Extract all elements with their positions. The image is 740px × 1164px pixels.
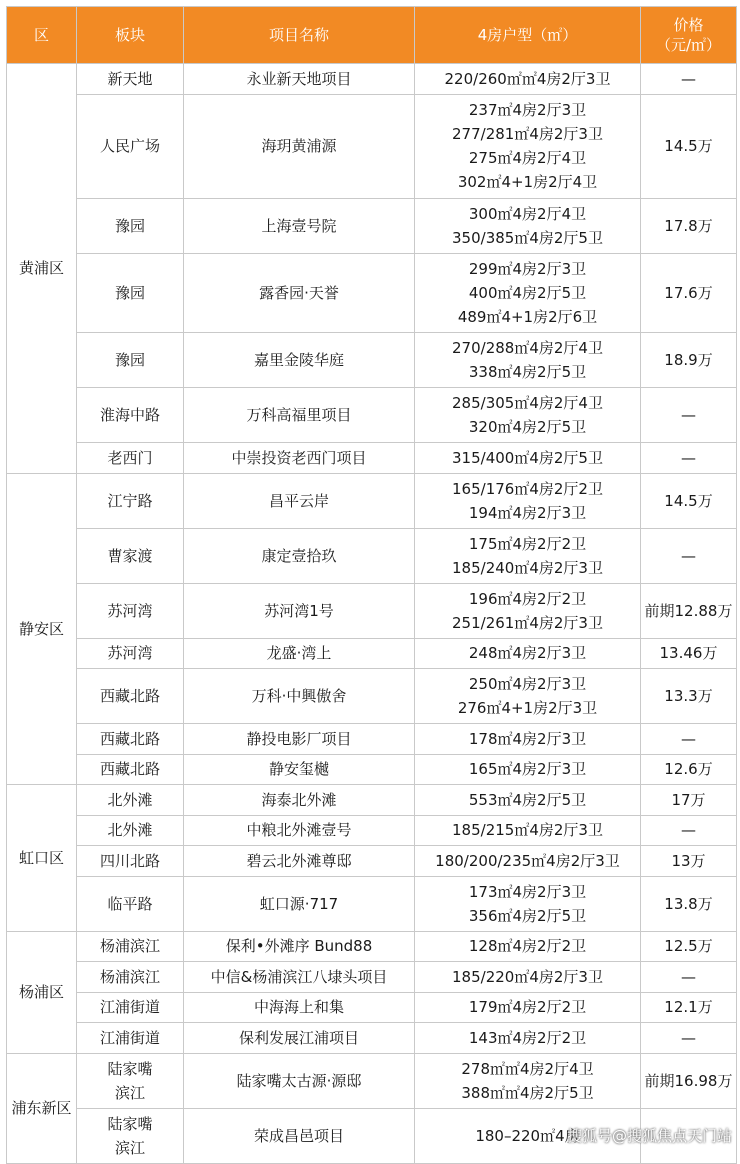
layout-line: 315/400㎡4房2厅5卫 (452, 448, 603, 467)
block-line: 滨江 (114, 1138, 145, 1157)
layout-line: 320㎡4房2厅5卫 (468, 418, 587, 436)
layout-line: 185/240㎡4房2厅3卫 (452, 558, 603, 577)
layout-line: 128㎡4房2厅2卫 (468, 937, 587, 956)
block-line: 江浦街道 (99, 1028, 160, 1047)
block-line: 豫园 (114, 351, 145, 369)
layout-line: 178㎡4房2厅3卫 (468, 729, 587, 748)
header-price (641, 7, 737, 64)
block-cell (77, 754, 184, 785)
layout-line: 250㎡4房2厅3卫 (468, 675, 587, 693)
block-cell (77, 388, 184, 443)
house-table (6, 6, 737, 1164)
table-row (7, 473, 737, 528)
layout-line: 276㎡4+1房2厅3卫 (457, 699, 598, 717)
table-row (7, 785, 737, 816)
header-layout: 4房户型（㎡） (415, 7, 641, 64)
price-cell: 13.46万 (641, 638, 737, 669)
project-cell: 碧云北外滩尊邸 (184, 846, 415, 877)
layout-cell (415, 443, 641, 474)
project-cell: 万科·中興傲舍 (184, 669, 415, 724)
block-line: 西藏北路 (99, 687, 160, 705)
table-row (7, 333, 737, 388)
layout-line: 165/176㎡4房2厅2卫 (452, 479, 603, 498)
district-cell: 静安区 (7, 473, 77, 785)
block-cell (77, 638, 184, 669)
layout-cell (415, 388, 641, 443)
header-district: 区 (7, 7, 77, 64)
layout-line: 553㎡4房2厅5卫 (468, 790, 587, 809)
price-cell: 13.8万 (641, 876, 737, 931)
price-cell: — (641, 388, 737, 443)
header-price-line1: 价格 (673, 16, 704, 34)
price-cell: — (641, 962, 737, 993)
block-cell (77, 962, 184, 993)
layout-cell (415, 1023, 641, 1054)
table-row (7, 846, 737, 877)
price-cell: 12.5万 (641, 931, 737, 962)
table-row (7, 638, 737, 669)
layout-cell (415, 638, 641, 669)
table-row (7, 815, 737, 846)
layout-cell (415, 785, 641, 816)
project-cell: 永业新天地项目 (184, 64, 415, 95)
project-cell: 苏河湾1号 (184, 583, 415, 638)
layout-line: 489㎡4+1房2厅6卫 (457, 307, 598, 326)
layout-cell (415, 815, 641, 846)
price-cell: 前期12.88万 (641, 583, 737, 638)
layout-cell (415, 528, 641, 583)
block-cell (77, 876, 184, 931)
project-cell: 保利•外滩序 Bund88 (184, 931, 415, 962)
block-line: 临平路 (107, 894, 153, 913)
price-cell: — (641, 64, 737, 95)
price-cell: — (641, 528, 737, 583)
header-price-line2: （元/㎡） (655, 36, 722, 54)
layout-line: 175㎡4房2厅2卫 (468, 534, 587, 553)
layout-line: 196㎡4房2厅2卫 (468, 589, 587, 608)
table-row (7, 992, 737, 1023)
block-cell (77, 528, 184, 583)
block-line: 西藏北路 (99, 760, 160, 779)
price-cell: 前期16.98万 (641, 1053, 737, 1108)
block-cell (77, 583, 184, 638)
layout-line: 302㎡4+1房2厅4卫 (457, 173, 598, 191)
project-cell: 中海海上和集 (184, 992, 415, 1023)
price-cell: 17.6万 (641, 253, 737, 333)
layout-line: 388㎡㎡4房2厅5卫 (461, 1083, 594, 1102)
price-cell: 12.1万 (641, 992, 737, 1023)
block-cell (77, 992, 184, 1023)
price-cell: 13.3万 (641, 669, 737, 724)
layout-cell (415, 198, 641, 253)
project-cell: 昌平云岸 (184, 473, 415, 528)
layout-line: 356㎡4房2厅5卫 (468, 906, 587, 925)
watermark: 搜狐号@搜狐焦点天门站 (566, 1127, 732, 1145)
table-row (7, 876, 737, 931)
layout-cell (415, 876, 641, 931)
block-line: 新天地 (107, 69, 153, 88)
block-line: 豫园 (114, 283, 145, 302)
layout-line: 194㎡4房2厅3卫 (468, 503, 587, 522)
district-cell: 杨浦区 (7, 931, 77, 1053)
block-line: 江浦街道 (99, 998, 160, 1017)
layout-cell (415, 724, 641, 755)
layout-line: 248㎡4房2厅3卫 (468, 644, 587, 663)
layout-line: 143㎡4房2厅2卫 (468, 1028, 587, 1047)
block-line: 江宁路 (107, 491, 153, 510)
layout-line: 400㎡4房2厅5卫 (468, 283, 587, 302)
block-line: 淮海中路 (99, 406, 160, 424)
layout-line: 251/261㎡4房2厅3卫 (452, 613, 603, 632)
project-cell: 康定壹拾玖 (184, 528, 415, 583)
block-cell (77, 64, 184, 95)
table-row (7, 1023, 737, 1054)
block-cell (77, 931, 184, 962)
price-cell: 17万 (641, 785, 737, 816)
block-line: 北外滩 (107, 790, 153, 809)
layout-cell (415, 583, 641, 638)
project-cell: 露香园·天誉 (184, 253, 415, 333)
block-cell (77, 669, 184, 724)
header-row (7, 7, 737, 64)
layout-line: 179㎡4房2厅2卫 (468, 998, 587, 1017)
district-cell: 虹口区 (7, 785, 77, 932)
layout-cell (415, 253, 641, 333)
district-cell: 浦东新区 (7, 1053, 77, 1163)
district-cell: 黄浦区 (7, 64, 77, 474)
layout-line: 350/385㎡4房2厅5卫 (452, 228, 603, 247)
project-cell: 海泰北外滩 (184, 785, 415, 816)
header-project: 项目名称 (184, 7, 415, 64)
project-cell: 中信&杨浦滨江八埭头项目 (184, 962, 415, 993)
block-line: 人民广场 (99, 137, 160, 155)
block-line: 杨浦滨江 (99, 937, 160, 956)
block-cell (77, 253, 184, 333)
project-cell: 中崇投资老西门项目 (184, 443, 415, 474)
layout-cell (415, 333, 641, 388)
price-cell: 12.6万 (641, 754, 737, 785)
header-block: 板块 (77, 7, 184, 64)
layout-line: 180–220㎡4房 (475, 1126, 580, 1145)
layout-line: 185/215㎡4房2厅3卫 (452, 821, 603, 840)
table-row (7, 583, 737, 638)
block-cell (77, 473, 184, 528)
layout-line: 180/200/235㎡4房2厅3卫 (435, 851, 620, 870)
price-cell: 14.5万 (641, 473, 737, 528)
block-line: 北外滩 (107, 821, 153, 840)
project-cell: 静投电影厂项目 (184, 724, 415, 755)
block-cell (77, 724, 184, 755)
block-cell (77, 443, 184, 474)
price-cell: — (641, 1023, 737, 1054)
table-row (7, 962, 737, 993)
layout-line: 278㎡㎡4房2厅4卫 (461, 1059, 594, 1078)
table-row (7, 1053, 737, 1108)
block-line: 滨江 (114, 1083, 145, 1102)
price-cell: — (641, 815, 737, 846)
layout-line: 299㎡4房2厅3卫 (468, 259, 587, 278)
layout-cell (415, 754, 641, 785)
layout-line: 285/305㎡4房2厅4卫 (452, 394, 603, 412)
layout-cell (415, 846, 641, 877)
block-cell (77, 1023, 184, 1054)
block-line: 豫园 (114, 216, 145, 235)
project-cell: 静安玺樾 (184, 754, 415, 785)
project-cell: 保利发展江浦项目 (184, 1023, 415, 1054)
table-row (7, 443, 737, 474)
block-line: 陆家嘴 (107, 1059, 153, 1078)
block-line: 陆家嘴 (107, 1114, 153, 1133)
table-row (7, 253, 737, 333)
layout-cell (415, 669, 641, 724)
project-cell: 嘉里金陵华庭 (184, 333, 415, 388)
block-cell (77, 785, 184, 816)
price-cell: 14.5万 (641, 94, 737, 198)
table-row (7, 931, 737, 962)
table-row (7, 528, 737, 583)
price-cell: 13万 (641, 846, 737, 877)
layout-line: 237㎡4房2厅3卫 (468, 101, 587, 119)
price-cell: 17.8万 (641, 198, 737, 253)
table-row (7, 724, 737, 755)
price-cell: — (641, 724, 737, 755)
layout-cell (415, 1053, 641, 1108)
block-cell (77, 1108, 184, 1163)
block-cell (77, 1053, 184, 1108)
layout-line: 300㎡4房2厅4卫 (468, 204, 587, 223)
project-cell: 龙盛·湾上 (184, 638, 415, 669)
project-cell: 万科高福里项目 (184, 388, 415, 443)
table-row (7, 669, 737, 724)
block-line: 苏河湾 (107, 644, 153, 663)
layout-line: 173㎡4房2厅3卫 (468, 882, 587, 901)
block-cell (77, 333, 184, 388)
block-cell (77, 846, 184, 877)
block-line: 杨浦滨江 (99, 967, 160, 986)
layout-line: 165㎡4房2厅3卫 (468, 760, 587, 779)
layout-cell (415, 94, 641, 198)
project-cell: 中粮北外滩壹号 (184, 815, 415, 846)
table-row (7, 754, 737, 785)
layout-cell (415, 992, 641, 1023)
table-row (7, 388, 737, 443)
layout-cell (415, 931, 641, 962)
block-cell (77, 815, 184, 846)
layout-cell (415, 64, 641, 95)
project-cell: 海玥黄浦源 (184, 94, 415, 198)
layout-line: 277/281㎡4房2厅3卫 (452, 125, 603, 143)
table-row (7, 198, 737, 253)
price-cell: — (641, 443, 737, 474)
layout-line: 275㎡4房2厅4卫 (468, 149, 587, 167)
table-row (7, 94, 737, 198)
project-cell: 虹口源·717 (184, 876, 415, 931)
project-cell: 荣成昌邑项目 (184, 1108, 415, 1163)
table-body (7, 64, 737, 1164)
block-line: 苏河湾 (107, 601, 153, 620)
table-row (7, 64, 737, 95)
block-line: 四川北路 (99, 851, 160, 870)
project-cell: 上海壹号院 (184, 198, 415, 253)
layout-cell (415, 962, 641, 993)
block-line: 西藏北路 (99, 729, 160, 748)
layout-line: 270/288㎡4房2厅4卫 (452, 339, 603, 357)
price-cell: 18.9万 (641, 333, 737, 388)
layout-cell (415, 473, 641, 528)
layout-line: 220/260㎡㎡4房2厅3卫 (444, 69, 611, 88)
project-cell: 陆家嘴太古源·源邸 (184, 1053, 415, 1108)
block-line: 老西门 (107, 448, 153, 467)
block-cell (77, 198, 184, 253)
block-cell (77, 94, 184, 198)
layout-line: 338㎡4房2厅5卫 (468, 363, 587, 381)
block-line: 曹家渡 (107, 546, 153, 565)
layout-line: 185/220㎡4房2厅3卫 (452, 967, 603, 986)
